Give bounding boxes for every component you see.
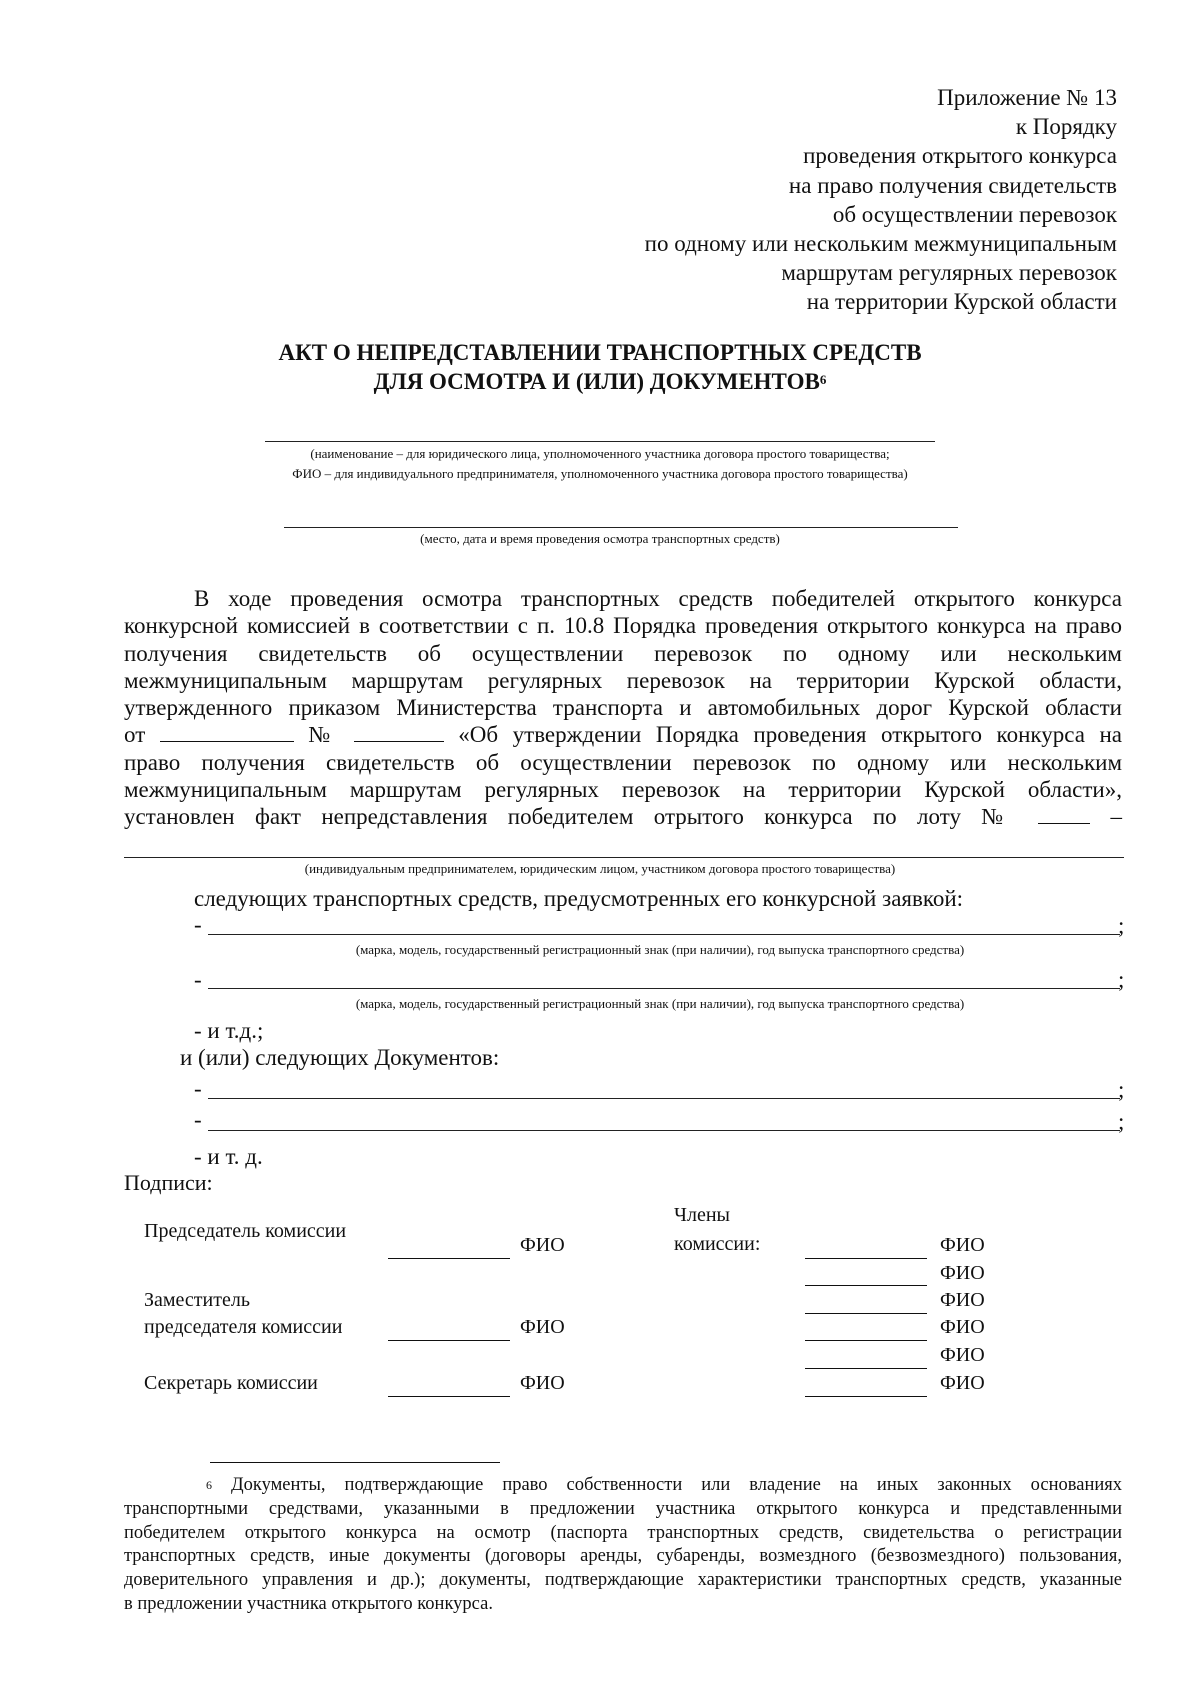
list-semicolon: ; xyxy=(1118,1109,1125,1134)
header-line: Приложение № 13 xyxy=(937,85,1117,110)
title-line-2-text: ДЛЯ ОСМОТРА И (ИЛИ) ДОКУМЕНТОВ xyxy=(373,369,820,394)
footnote-line: в предложении участника открытого конкурса. xyxy=(124,1593,493,1614)
paragraph-line xyxy=(124,721,1122,748)
vehicle-caption-1: (марка, модель, государственный регистрационный знак (при наличии), год выпуска транспортного средства) xyxy=(355,942,965,957)
member-signature-line xyxy=(805,1285,927,1286)
vehicle-line-1 xyxy=(208,934,1120,935)
title-line-1: АКТ О НЕПРЕДСТАВЛЕНИИ ТРАНСПОРТНЫХ СРЕДСТВ xyxy=(278,340,922,365)
header-line: проведения открытого конкурса xyxy=(803,143,1117,169)
chairman-fio: ФИО xyxy=(520,1234,565,1256)
footnote-line-text: Документы, подтверждающие право собственности или владение на иных законных основаниях xyxy=(231,1475,1123,1495)
paragraph-dash: – xyxy=(1110,804,1123,830)
deputy-label-1: Заместитель xyxy=(144,1289,250,1311)
document-title xyxy=(0,338,1200,396)
members-label-1: Члены xyxy=(674,1204,730,1226)
secretary-fio: ФИО xyxy=(520,1372,565,1394)
paragraph-line: получения свидетельств об осуществлении перевозок по одному или нескольким xyxy=(124,640,1122,666)
documents-intro: и (или) следующих Документов: xyxy=(180,1045,500,1070)
member-fio: ФИО xyxy=(940,1289,985,1311)
place-caption: (место, дата и время проведения осмотра транспортных средств) xyxy=(420,531,780,546)
header-line: на территории Курской области xyxy=(806,289,1117,315)
list-semicolon: ; xyxy=(1118,967,1125,992)
list-dash: - xyxy=(194,1076,202,1101)
deputy-signature-line xyxy=(388,1340,510,1341)
footnote xyxy=(124,1474,1122,1617)
chairman-signature-line xyxy=(388,1258,510,1259)
deputy-fio: ФИО xyxy=(520,1316,565,1338)
header-line: к Порядку xyxy=(1015,114,1117,140)
footnote-line: победителем открытого конкурса на осмотр (паспорта транспортных средств, свидетельства о регистрации xyxy=(124,1522,1122,1543)
lot-number-blank xyxy=(1038,805,1090,824)
paragraph-line: межмуниципальным маршрутам регулярных перевозок на территории Курской области, xyxy=(124,667,1122,693)
footnote-separator xyxy=(210,1462,500,1463)
paragraph-line xyxy=(124,803,1122,830)
list-semicolon: ; xyxy=(1118,1077,1125,1102)
signatures-heading: Подписи: xyxy=(124,1170,213,1195)
documents-etc: - и т. д. xyxy=(194,1144,263,1169)
winner-caption: (индивидуальным предпринимателем, юридическим лицом, участником договора простого товарищества) xyxy=(304,861,896,876)
paragraph-order-title: «Об утверждении Порядка проведения открытого конкурса на xyxy=(458,722,1122,748)
paragraph-number-sign: № xyxy=(308,722,340,748)
list-dash: - xyxy=(194,912,202,937)
member-signature-line xyxy=(805,1396,927,1397)
footnote-mark: 6 xyxy=(206,1478,212,1492)
vehicle-line-2 xyxy=(208,988,1120,989)
date-blank xyxy=(160,723,294,742)
header-line: по одному или нескольким межмуниципальным xyxy=(644,231,1117,257)
secretary-label: Секретарь комиссии xyxy=(144,1372,318,1394)
main-paragraph xyxy=(124,585,1122,831)
paragraph-line: В ходе проведения осмотра транспортных средств победителей открытого конкурса xyxy=(194,586,1122,611)
member-signature-line xyxy=(805,1340,927,1341)
deputy-label-2: председателя комиссии xyxy=(144,1316,343,1338)
member-fio: ФИО xyxy=(940,1234,985,1256)
paragraph-line: утвержденного приказом Министерства транспорта и автомобильных дорог Курской области xyxy=(124,695,1122,721)
header-line: об осуществлении перевозок xyxy=(832,201,1117,227)
winner-line xyxy=(124,857,1124,858)
paragraph-line: конкурсной комиссией в соответствии с п. 10.8 Порядка проведения открытого конкурса на право xyxy=(124,613,1122,639)
title-footnote-mark: 6 xyxy=(819,372,827,387)
members-label-2: комиссии: xyxy=(674,1233,761,1255)
order-number-blank xyxy=(354,723,444,742)
member-fio: ФИО xyxy=(940,1316,985,1338)
vehicle-caption-2: (марка, модель, государственный регистрационный знак (при наличии), год выпуска транспортного средства) xyxy=(355,996,965,1011)
document-line-1 xyxy=(208,1098,1120,1099)
place-date-line xyxy=(284,527,958,528)
member-signature-line xyxy=(805,1258,927,1259)
header-line: маршрутам регулярных перевозок xyxy=(781,260,1117,286)
footnote-line: транспортных средств, иные документы (договоры аренды, субаренды, возмездного (безвозмездного) пользования, xyxy=(124,1546,1122,1567)
paragraph-line: право получения свидетельств об осуществлении перевозок по одному или нескольким xyxy=(124,749,1122,775)
member-signature-line xyxy=(805,1368,927,1369)
entity-name-line xyxy=(265,441,935,442)
appendix-header xyxy=(645,83,1117,317)
member-fio: ФИО xyxy=(940,1262,985,1284)
vehicles-intro: следующих транспортных средств, предусмотренных его конкурсной заявкой: xyxy=(194,886,964,911)
list-semicolon: ; xyxy=(1118,913,1125,938)
header-line: на право получения свидетельств xyxy=(788,172,1117,198)
list-dash: - xyxy=(194,967,202,992)
paragraph-line: межмуниципальным маршрутам регулярных перевозок на территории Курской области», xyxy=(124,777,1122,803)
paragraph-from: от xyxy=(124,722,146,748)
footnote-line xyxy=(124,1474,1122,1498)
footnote-line: транспортными средствами, указанными в предложении участника открытого конкурса и представленными xyxy=(124,1498,1122,1519)
entity-caption-2: ФИО – для индивидуального предпринимателя, уполномоченного участника договора простого товарищества) xyxy=(292,466,908,481)
document-line-2 xyxy=(208,1130,1120,1131)
paragraph-lot-text: установлен факт непредставления победителем отрытого конкурса по лоту № xyxy=(124,804,1018,830)
title-line-2 xyxy=(0,367,1200,396)
entity-caption-1: (наименование – для юридического лица, уполномоченного участника договора простого товарищества; xyxy=(310,446,890,461)
member-signature-line xyxy=(805,1313,927,1314)
list-dash: - xyxy=(194,1107,202,1132)
chairman-label: Председатель комиссии xyxy=(144,1220,347,1242)
member-fio: ФИО xyxy=(940,1372,985,1394)
member-fio: ФИО xyxy=(940,1344,985,1366)
footnote-line: доверительного управления и др.); документы, подтверждающие характеристики транспортных средств, указанные xyxy=(124,1570,1122,1591)
vehicles-etc: - и т.д.; xyxy=(194,1018,264,1043)
secretary-signature-line xyxy=(388,1396,510,1397)
